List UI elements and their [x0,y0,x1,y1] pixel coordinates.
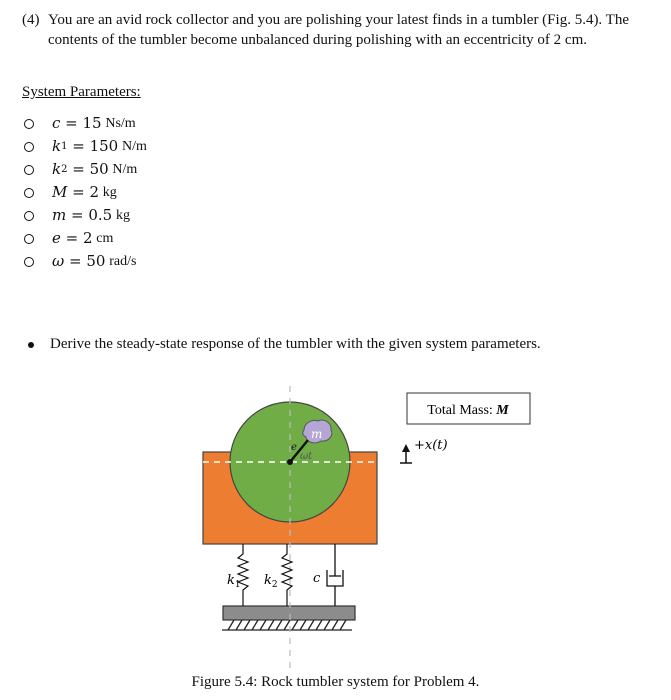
hollow-bullet-icon [24,188,34,198]
equals-sign: = [60,229,83,247]
ecc-label: e [291,442,297,453]
parameter-symbol: c [52,114,61,132]
equals-sign: = [67,160,90,178]
parameter-value: 50 [86,252,106,270]
parameter-value: 2 [89,183,100,201]
parameter-symbol: ω [52,252,65,270]
task-text: Derive the steady-state response of the tumbler with the given system parameters. [50,336,541,352]
mass-label: m [311,427,323,441]
spring-k1 [238,544,248,606]
equals-sign: = [64,252,87,270]
drum-center [287,459,293,465]
parameter-item [22,135,147,158]
parameter-value: 0.5 [88,206,113,224]
parameter-value: 50 [89,160,109,178]
tumbler-figure [0,378,671,672]
parameter-unit: N/m [112,162,138,177]
parameter-item [22,204,147,227]
parameters-title: System Parameters: [22,84,141,100]
hollow-bullet-icon [24,257,34,267]
parameter-unit: kg [102,185,117,200]
ground-hatch [222,620,352,630]
parameter-symbol: e [52,229,61,247]
parameter-value: 2 [83,229,93,247]
spring-k2 [282,544,292,606]
x-direction-arrow [400,444,412,463]
parameter-unit: cm [96,231,114,246]
parameter-symbol: k [52,137,62,155]
equals-sign: = [67,183,90,201]
parameter-item [22,112,147,135]
figure-caption: Figure 5.4: Rock tumbler system for Problem 4. [191,674,480,690]
c-label: c [313,571,321,586]
parameter-unit: N/m [121,139,147,154]
parameter-symbol: M [52,183,68,201]
parameter-item [22,158,147,181]
bullet-icon [28,342,34,348]
parameter-unit: rad/s [109,254,137,269]
hollow-bullet-icon [24,119,34,129]
problem-number: (4) [22,12,40,28]
x-label: +x(t) [414,438,448,453]
ground-plate [223,606,355,620]
parameter-value: 15 [82,114,102,132]
parameter-item [22,227,147,250]
k1-label: $k_1$ [227,573,241,590]
parameter-list [22,112,147,273]
task-item [22,336,541,353]
k2-label: $k_2$ [264,573,278,590]
equals-sign: = [67,137,90,155]
hollow-bullet-icon [24,211,34,221]
problem-text: You are an avid rock collector and you are polishing your latest finds in a tumbler (Fig. 5.4). The contents of the tumbler become unbalanced during polishing with an eccentricity of 2 cm. [48,12,629,48]
parameter-unit: kg [115,208,130,223]
parameter-symbol: m [52,206,67,224]
parameter-item [22,250,147,273]
parameter-item [22,181,147,204]
angle-label: ωt [300,451,313,462]
problem-statement [22,10,652,50]
hollow-bullet-icon [24,165,34,175]
parameter-symbol: k [52,160,62,178]
parameter-unit: Ns/m [105,116,136,131]
parameter-value: 150 [89,137,119,155]
equals-sign: = [60,114,83,132]
hollow-bullet-icon [24,234,34,244]
parameter-subscript: 1 [61,141,68,152]
total-mass-label: Total Mass: M [427,403,509,418]
damper [327,544,343,606]
parameter-subscript: 2 [61,164,68,175]
equals-sign: = [66,206,89,224]
hollow-bullet-icon [24,142,34,152]
